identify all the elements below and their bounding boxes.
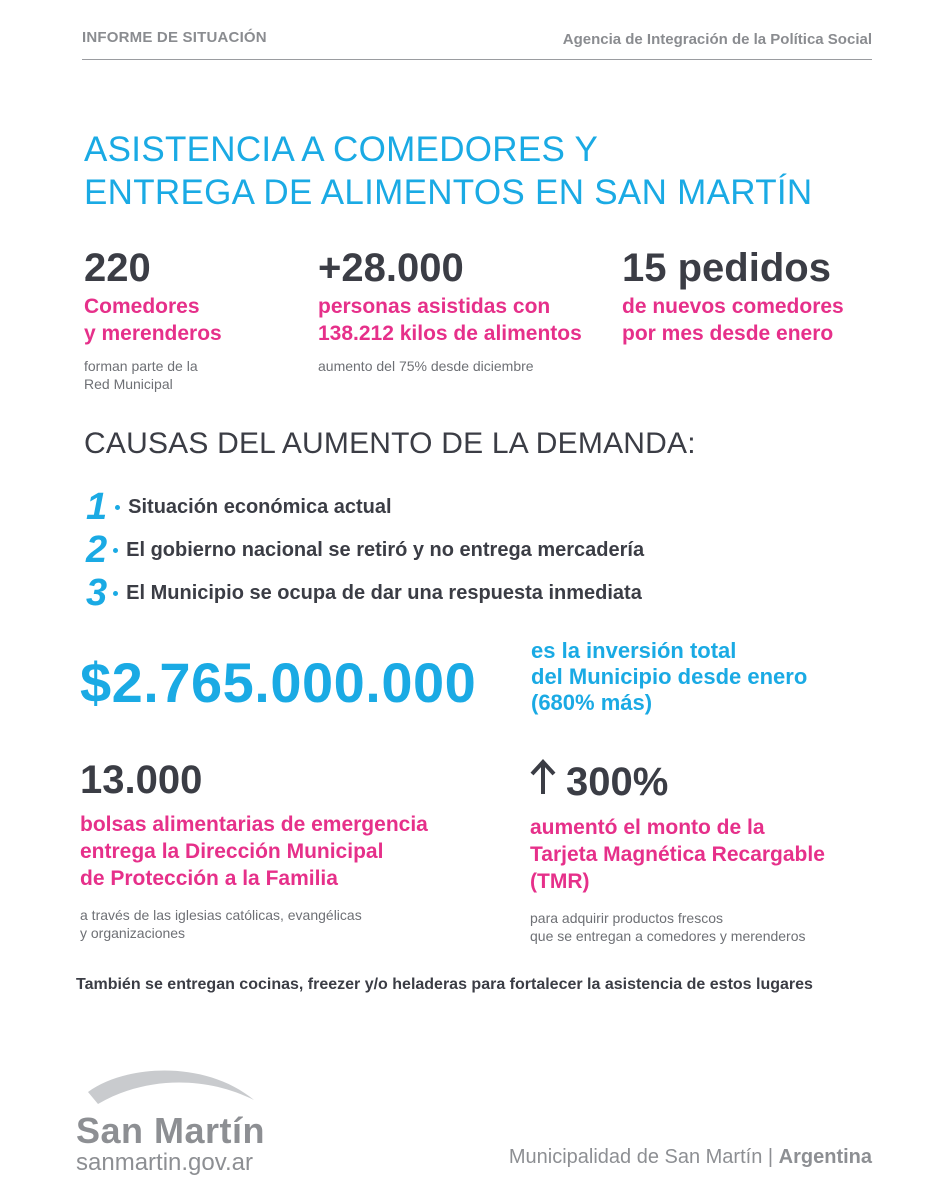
stat-value: 300% <box>566 759 669 804</box>
stat-note-1: para adquirir productos frescos <box>530 910 723 926</box>
cause-item <box>86 574 642 612</box>
stat-label-3: de Protección a la Familia <box>80 867 338 890</box>
title-line-1: ASISTENCIA A COMEDORES Y <box>84 130 599 169</box>
investment-description <box>531 638 807 716</box>
causes-heading: CAUSAS DEL AUMENTO DE LA DEMANDA: <box>84 427 696 460</box>
stat-label-1: aumentó el monto de la <box>530 816 765 839</box>
agency-name: Agencia de Integración de la Política Social <box>562 31 872 48</box>
stat-value: 13.000 <box>80 758 203 802</box>
cause-text: Situación económica actual <box>128 495 392 518</box>
logo-name: San Martín <box>76 1110 266 1151</box>
stat-label-2: por mes desde enero <box>622 322 834 345</box>
stat-label-2: entrega la Dirección Municipal <box>80 840 384 863</box>
cause-text: El gobierno nacional se retiró y no entrega mercadería <box>126 538 645 561</box>
stat-label-1: personas asistidas con <box>318 295 551 318</box>
bullet-dot-icon <box>115 505 120 510</box>
investment-amount: $2.765.000.000 <box>80 651 477 714</box>
municipality-separator: | <box>767 1146 774 1168</box>
stat-note-1: aumento del 75% desde diciembre <box>318 358 534 374</box>
stat-note-1: forman parte de la <box>84 358 198 374</box>
municipality-name: Municipalidad de San Martín <box>508 1146 763 1168</box>
cause-item <box>86 531 644 569</box>
header-divider <box>82 59 872 60</box>
stat-pedidos <box>622 246 844 347</box>
report-type-label: INFORME DE SITUACIÓN <box>82 29 267 46</box>
title-line-2: ENTREGA DE ALIMENTOS EN SAN MARTÍN <box>84 173 813 212</box>
stat-note-2: que se entregan a comedores y merenderos <box>530 928 806 944</box>
stat-note-2: Red Municipal <box>84 376 173 392</box>
stat-tmr <box>530 758 825 945</box>
stat-value: +28.000 <box>318 246 464 290</box>
stat-label-2: Tarjeta Magnética Recargable <box>530 843 825 866</box>
stat-label-2: y merenderos <box>84 322 222 345</box>
cause-number: 3 <box>86 572 108 614</box>
cause-text: El Municipio se ocupa de dar una respuesta inmediata <box>126 581 642 604</box>
stat-note-2: y organizaciones <box>80 925 186 941</box>
cause-item <box>86 488 392 526</box>
stat-label-1: Comedores <box>84 295 200 318</box>
stat-personas <box>318 246 582 375</box>
arrow-up-icon <box>530 758 556 806</box>
logo-url[interactable]: sanmartin.gov.ar <box>76 1149 253 1176</box>
page-title <box>84 128 813 214</box>
municipality-label <box>509 1146 872 1169</box>
stat-bolsas <box>80 758 428 942</box>
cause-number: 1 <box>86 486 108 528</box>
stat-label-2: 138.212 kilos de alimentos <box>318 322 582 345</box>
municipality-country: Argentina <box>778 1146 872 1168</box>
logo-swoosh-icon <box>86 1062 256 1117</box>
stat-note-1: a través de las iglesias católicas, evangélicas <box>80 907 362 923</box>
stat-label-3: (TMR) <box>530 870 590 893</box>
investment-line-2: del Municipio desde enero <box>531 664 808 689</box>
cause-number: 2 <box>86 529 108 571</box>
stat-value: 220 <box>84 246 151 290</box>
stat-label-1: de nuevos comedores <box>622 295 844 318</box>
bullet-dot-icon <box>113 591 118 596</box>
footer-note: También se entregan cocinas, freezer y/o heladeras para fortalecer la asistencia de estos lugares <box>76 976 813 993</box>
investment-line-1: es la inversión total <box>531 638 737 663</box>
stat-comedores <box>84 246 222 393</box>
stat-label-1: bolsas alimentarias de emergencia <box>80 813 428 836</box>
stat-value: 15 pedidos <box>622 246 831 290</box>
investment-line-3: (680% más) <box>531 690 653 715</box>
bullet-dot-icon <box>113 548 118 553</box>
